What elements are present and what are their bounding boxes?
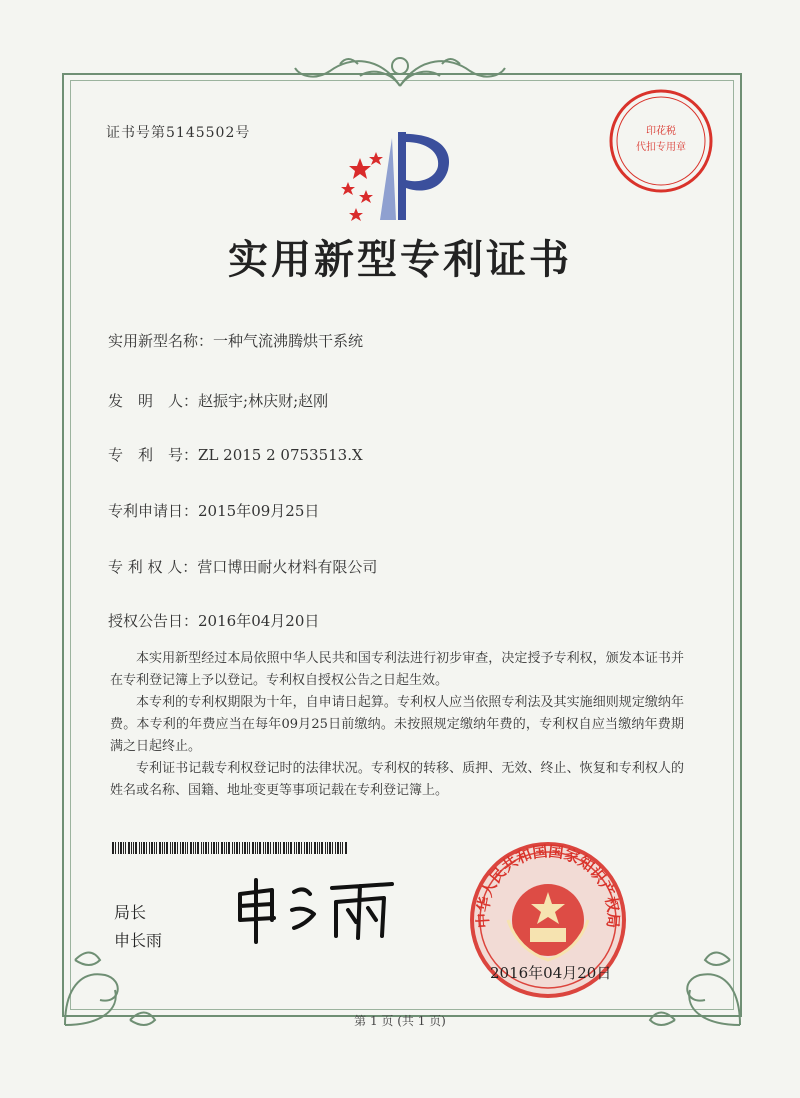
barcode-bar xyxy=(335,842,336,854)
barcode-bar xyxy=(190,842,192,854)
barcode-bar xyxy=(342,842,343,854)
field-inventor xyxy=(108,390,328,411)
director-name: 申长雨 xyxy=(114,931,163,950)
field-patentee xyxy=(108,556,377,577)
barcode-bar xyxy=(228,842,230,854)
field-patent-number-value: ZL 2015 2 0753513.X xyxy=(198,446,363,464)
barcode-bar xyxy=(159,842,161,854)
barcode-bar xyxy=(232,842,233,854)
barcode-bar xyxy=(182,842,184,854)
barcode-bar xyxy=(203,842,204,854)
barcode-bar xyxy=(286,842,287,854)
barcode-bar xyxy=(123,842,124,854)
barcode-bar xyxy=(337,842,339,854)
field-application-date-label: 专利申请日： xyxy=(108,502,199,520)
director-title: 局长 xyxy=(114,903,147,922)
field-patent-number xyxy=(108,444,363,465)
barcode-bar xyxy=(247,842,248,854)
barcode-bar xyxy=(317,842,318,854)
barcode-bar xyxy=(128,842,130,854)
barcode-bar xyxy=(249,842,250,854)
barcode-bar xyxy=(221,842,223,854)
barcode-bar xyxy=(294,842,295,854)
barcode-bar xyxy=(166,842,168,854)
barcode-bar xyxy=(185,842,186,854)
barcode-bar xyxy=(327,842,328,854)
director-signature xyxy=(232,876,402,946)
barcode-bar xyxy=(133,842,134,854)
barcode-bar xyxy=(197,842,199,854)
barcode-bar xyxy=(306,842,308,854)
barcode-bar xyxy=(288,842,289,854)
barcode-bar xyxy=(296,842,297,854)
field-grant-date-value: 2016年04月20日 xyxy=(198,612,320,630)
barcode-bar xyxy=(187,842,188,854)
barcode-bar xyxy=(211,842,212,854)
barcode-bar xyxy=(301,842,302,854)
barcode xyxy=(112,842,352,854)
barcode-bar xyxy=(236,842,238,854)
certificate-number-text: 证书号第5145502号 xyxy=(106,125,251,141)
certificate-body xyxy=(110,648,684,802)
barcode-bar xyxy=(170,842,171,854)
barcode-bar xyxy=(151,842,153,854)
body-paragraph: 专利证书记载专利权登记时的法律状况。专利权的转移、质押、无效、终止、恢复和专利权人的姓名或名称、国籍、地址变更等事项记载在专利登记簿上。 xyxy=(110,761,684,798)
barcode-bar xyxy=(298,842,300,854)
field-grant-date xyxy=(108,610,319,631)
svg-text:印花税: 印花税 xyxy=(646,126,676,137)
field-model-name-label: 实用新型名称： xyxy=(108,332,214,350)
field-application-date xyxy=(108,500,319,521)
barcode-bar xyxy=(314,842,316,854)
field-model-name-value: 一种气流沸腾烘干系统 xyxy=(213,332,364,350)
barcode-bar xyxy=(252,842,254,854)
seal-date: 2016年04月20日 xyxy=(490,964,612,982)
barcode-bar xyxy=(239,842,240,854)
barcode-bar xyxy=(216,842,217,854)
barcode-bar xyxy=(255,842,256,854)
barcode-bar xyxy=(224,842,225,854)
barcode-bar xyxy=(319,842,320,854)
barcode-bar xyxy=(329,842,331,854)
page-info: 第 1 页 (共 1 页) xyxy=(354,1014,446,1028)
barcode-bar xyxy=(275,842,277,854)
barcode-bar xyxy=(205,842,207,854)
barcode-bar xyxy=(267,842,269,854)
barcode-bar xyxy=(195,842,196,854)
barcode-bar xyxy=(135,842,137,854)
top-ornament xyxy=(290,46,510,96)
barcode-bar xyxy=(125,842,126,854)
field-patent-number-label: 专 利 号： xyxy=(108,446,199,464)
barcode-bar xyxy=(193,842,194,854)
barcode-bar xyxy=(213,842,215,854)
barcode-bar xyxy=(270,842,271,854)
barcode-bar xyxy=(311,842,312,854)
barcode-bar xyxy=(283,842,285,854)
barcode-bar xyxy=(154,842,155,854)
barcode-bar xyxy=(120,842,122,854)
barcode-bar xyxy=(290,842,292,854)
field-patentee-value: 营口博田耐火材料有限公司 xyxy=(197,558,378,576)
svg-text:代扣专用章: 代扣专用章 xyxy=(636,142,686,153)
barcode-bar xyxy=(304,842,305,854)
field-grant-date-label: 授权公告日： xyxy=(108,612,199,630)
barcode-bar xyxy=(208,842,209,854)
barcode-bar xyxy=(131,842,132,854)
body-paragraph: 本专利的专利权期限为十年，自申请日起算。专利权人应当依照专利法及其实施细则规定缴纳年费。本专利的年费应当在每年09月25日前缴纳。未按照规定缴纳年费的，专利权自应当缴纳年费期满之日起终止。 xyxy=(110,695,684,754)
field-patentee-label: 专 利 权 人： xyxy=(108,558,198,576)
barcode-bar xyxy=(143,842,145,854)
barcode-bar xyxy=(234,842,235,854)
barcode-bar xyxy=(265,842,266,854)
barcode-bar xyxy=(149,842,150,854)
barcode-bar xyxy=(278,842,279,854)
barcode-bar xyxy=(146,842,147,854)
barcode-bar xyxy=(201,842,202,854)
patent-office-logo xyxy=(336,128,456,224)
barcode-bar xyxy=(309,842,310,854)
field-inventor-label: 发 明 人： xyxy=(108,392,199,410)
barcode-bar xyxy=(273,842,274,854)
barcode-bar xyxy=(172,842,173,854)
barcode-bar xyxy=(325,842,326,854)
field-application-date-value: 2015年09月25日 xyxy=(198,502,320,520)
barcode-bar xyxy=(141,842,142,854)
barcode-bar xyxy=(156,842,157,854)
barcode-bar xyxy=(280,842,281,854)
barcode-bar xyxy=(340,842,341,854)
barcode-bar xyxy=(257,842,258,854)
barcode-bar xyxy=(226,842,227,854)
field-inventor-value: 赵振宇;林庆财;赵刚 xyxy=(198,392,329,410)
barcode-bar xyxy=(115,842,116,854)
barcode-bar xyxy=(162,842,163,854)
body-paragraph: 本实用新型经过本局依照中华人民共和国专利法进行初步审查，决定授予专利权，颁发本证书并在专利登记簿上予以登记。专利权自授权公告之日起生效。 xyxy=(110,651,684,688)
barcode-bar xyxy=(174,842,176,854)
barcode-bar xyxy=(321,842,323,854)
barcode-bar xyxy=(259,842,261,854)
barcode-bar xyxy=(332,842,333,854)
barcode-bar xyxy=(218,842,219,854)
barcode-bar xyxy=(164,842,165,854)
page-title: 实用新型专利证书 xyxy=(228,236,572,283)
barcode-bar xyxy=(139,842,140,854)
tax-stamp-seal xyxy=(606,86,716,196)
barcode-bar xyxy=(112,842,114,854)
barcode-bar xyxy=(345,842,347,854)
barcode-bar xyxy=(177,842,178,854)
barcode-bar xyxy=(180,842,181,854)
corner-ornament-bottom-right xyxy=(635,930,745,1030)
field-model-name xyxy=(108,330,363,351)
barcode-bar xyxy=(244,842,246,854)
svg-text:中华人民共和国国家知识产权局: 中华人民共和国国家知识产权局 xyxy=(473,842,623,929)
barcode-bar xyxy=(242,842,243,854)
certificate-number xyxy=(106,122,250,142)
barcode-bar xyxy=(118,842,119,854)
barcode-bar xyxy=(263,842,264,854)
